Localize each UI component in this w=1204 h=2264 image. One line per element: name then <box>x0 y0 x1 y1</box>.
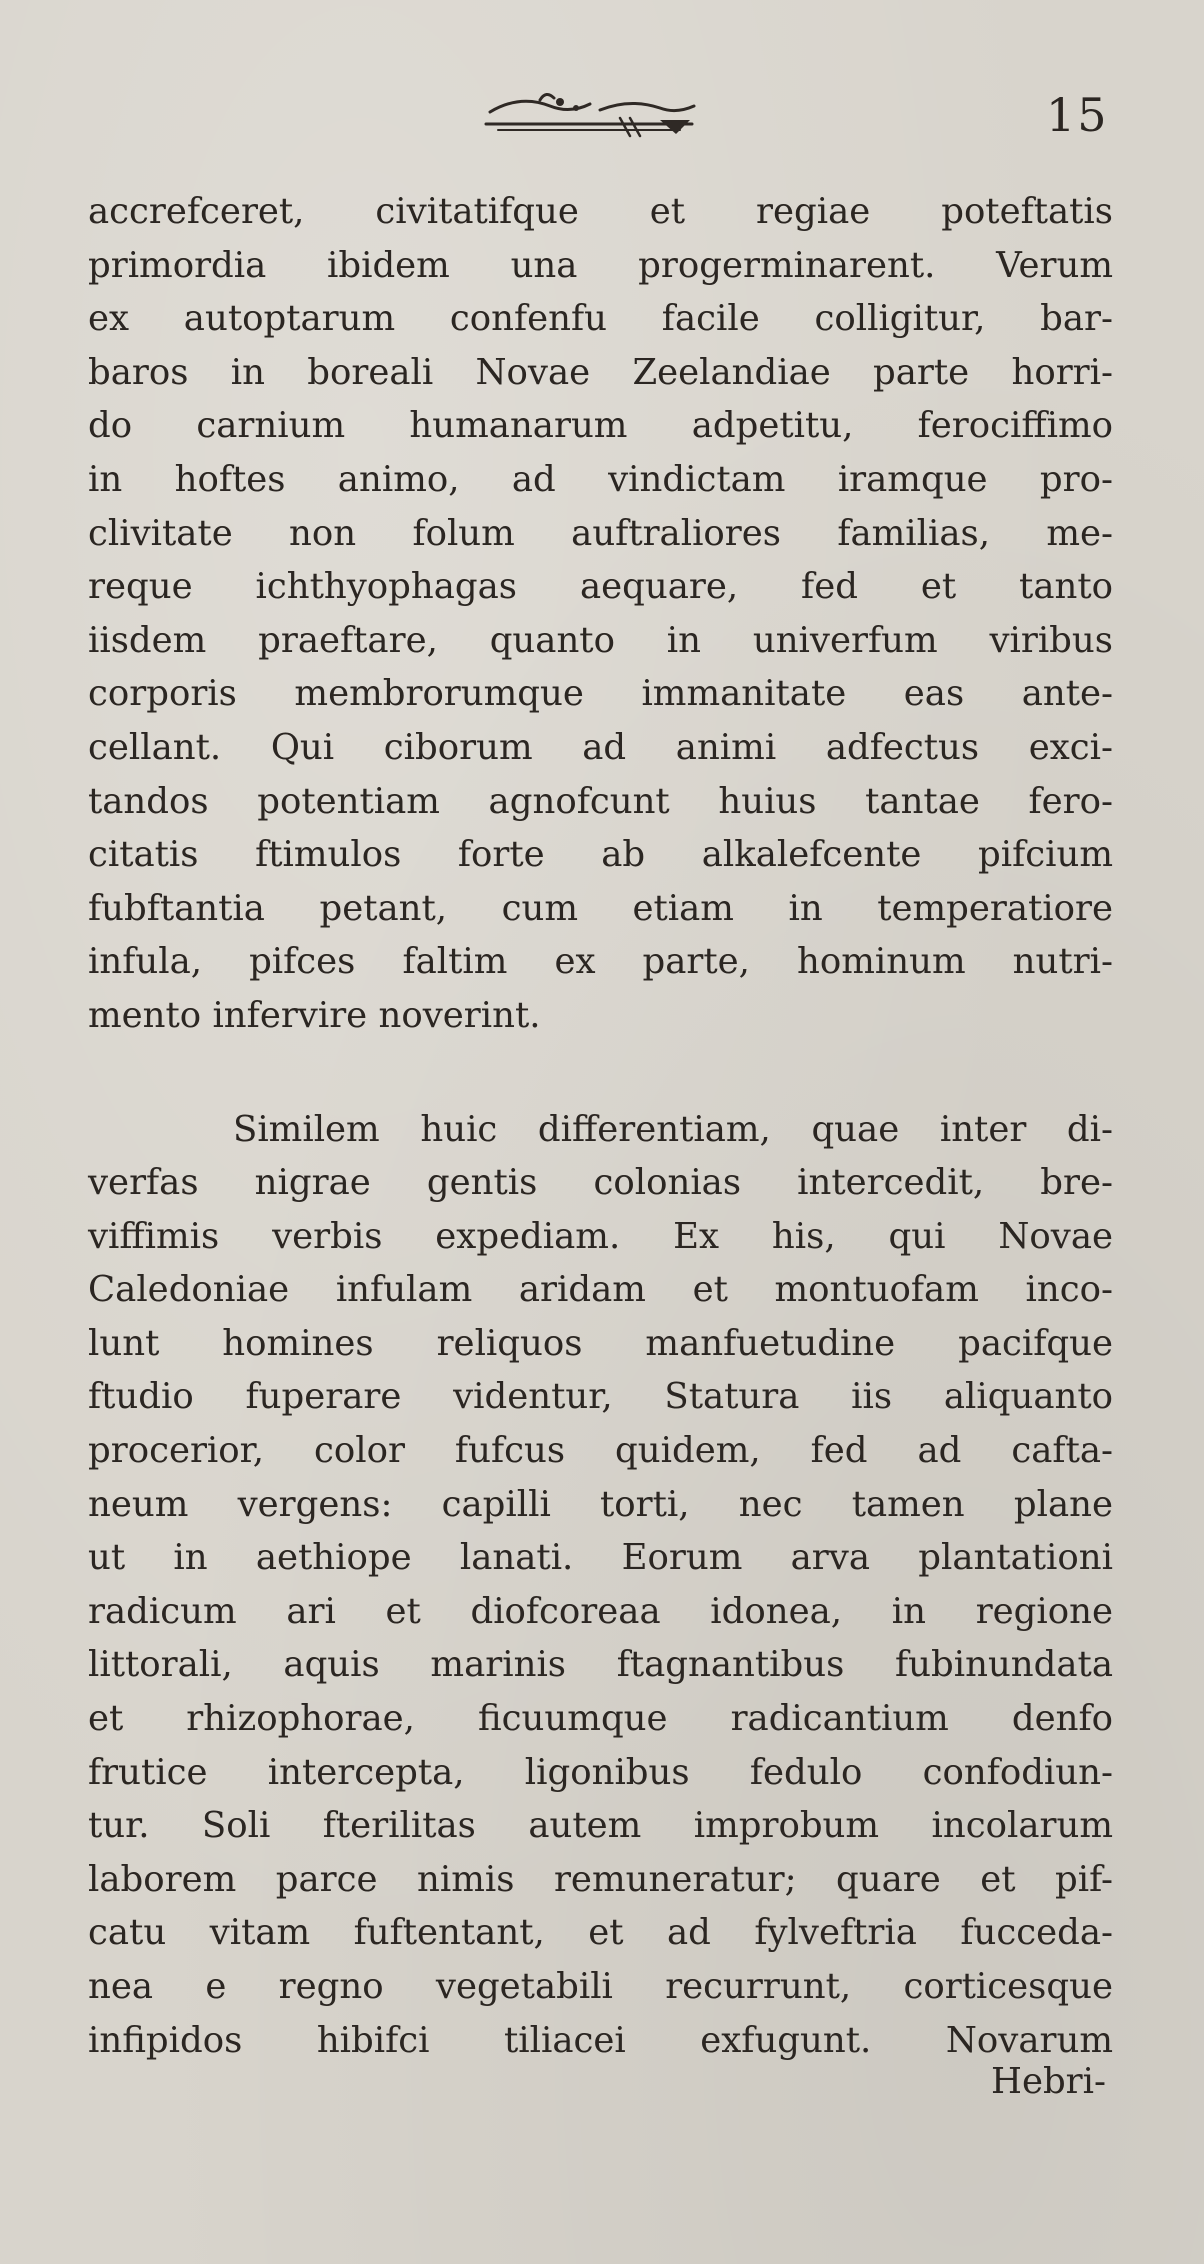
text-line: ex autoptarum confenfu facile colligitur, bar- <box>88 298 1113 340</box>
text-line: primordia ibidem una progerminarent. Verum <box>88 244 1113 286</box>
text-line: Caledoniae infulam aridam et montuofam inco- <box>88 1269 1113 1311</box>
text-line: tur. Soli fterilitas autem improbum incolarum <box>88 1805 1113 1847</box>
text-line: in hoftes animo, ad vindictam iramque pro- <box>88 458 1113 500</box>
text-line: laborem parce nimis remuneratur; quare et pif- <box>88 1858 1113 1900</box>
catchword: Hebri- <box>990 2061 1106 2102</box>
text-line: littorali, aquis marinis ftagnantibus fubinundata <box>88 1644 1113 1686</box>
text-line: frutice intercepta, ligonibus fedulo confodiun- <box>88 1751 1113 1793</box>
text-line: procerior, color fufcus quidem, fed ad cafta- <box>88 1430 1113 1472</box>
text-line: verfas nigrae gentis colonias intercedit, bre- <box>88 1162 1113 1204</box>
text-line: catu vitam fuftentant, et ad fylveftria fucceda- <box>88 1912 1113 1954</box>
text-line: accrefceret, civitatifque et regiae poteftatis <box>88 191 1113 232</box>
text-line: citatis ftimulos forte ab alkalefcente pifcium <box>88 834 1113 876</box>
body-text <box>88 185 1113 2067</box>
text-line: et rhizophorae, ficuumque radicantium denfo <box>88 1698 1113 1740</box>
text-line: radicum ari et diofcoreaa idonea, in regione <box>88 1590 1113 1632</box>
text-line: clivitate non folum auftraliores familias, me- <box>88 512 1113 554</box>
paragraph-1 <box>88 185 1113 1043</box>
text-line: ftudio fuperare videntur, Statura iis aliquanto <box>88 1376 1113 1418</box>
page-number: 15 <box>1046 88 1109 142</box>
text-line: mento infervire noverint. <box>88 994 541 1036</box>
text-line: ut in aethiope lanati. Eorum arva plantationi <box>88 1537 1113 1579</box>
text-line: cellant. Qui ciborum ad animi adfectus exci- <box>88 726 1113 768</box>
text-line: neum vergens: capilli torti, nec tamen plane <box>88 1483 1113 1525</box>
page-header <box>0 80 1204 140</box>
text-line: do carnium humanarum adpetitu, ferociffimo <box>88 405 1113 447</box>
text-line: nea e regno vegetabili recurrunt, corticesque <box>88 1966 1113 2007</box>
paragraph-2 <box>88 1103 1113 2068</box>
text-line: tandos potentiam agnofcunt huius tantae fero- <box>88 780 1113 822</box>
printers-ornament-icon <box>480 80 702 140</box>
text-line: baros in boreali Novae Zeelandiae parte horri- <box>88 351 1113 393</box>
text-line: iisdem praeftare, quanto in univerfum viribus <box>88 619 1113 661</box>
text-line: reque ichthyophagas aequare, fed et tanto <box>88 566 1113 608</box>
text-line: infula, pifces faltim ex parte, hominum nutri- <box>88 941 1113 983</box>
text-line: Similem huic differentiam, quae inter di- <box>233 1108 1113 1150</box>
text-line: corporis membrorumque immanitate eas ante- <box>88 673 1113 715</box>
text-line: fubftantia petant, cum etiam in temperatiore <box>88 887 1113 929</box>
text-line: viffimis verbis expediam. Ex his, qui Novae <box>88 1215 1113 1257</box>
text-line: lunt homines reliquos manfuetudine pacifque <box>88 1322 1113 1364</box>
text-line: infipidos hibifci tiliacei exfugunt. Novarum <box>88 2019 1113 2061</box>
